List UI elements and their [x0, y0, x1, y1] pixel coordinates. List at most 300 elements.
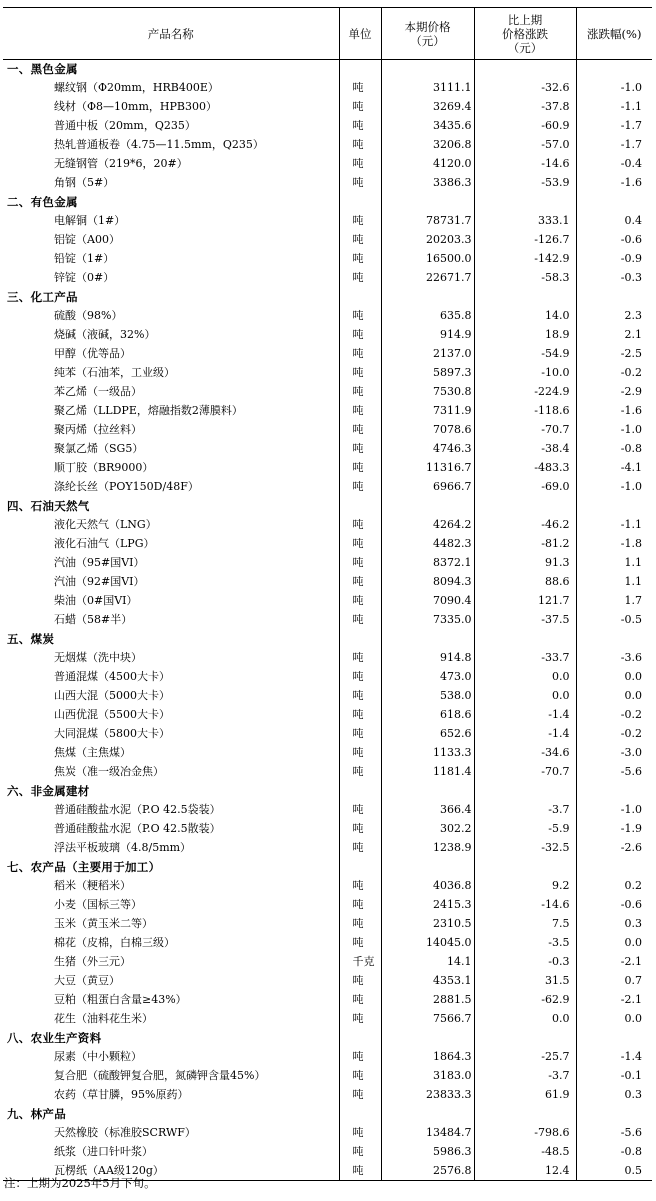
current-price: 473.0 [381, 668, 474, 687]
change-percent: -1.9 [576, 820, 652, 839]
current-price: 4353.1 [381, 972, 474, 991]
category-change-cell [474, 630, 576, 649]
price-change: -483.3 [474, 459, 576, 478]
change-percent: -2.6 [576, 839, 652, 858]
category-price-cell [381, 288, 474, 307]
product-name: 小麦（国标三等） [54, 898, 142, 911]
current-price: 16500.0 [381, 250, 474, 269]
table-row [3, 877, 652, 896]
current-price: 5897.3 [381, 364, 474, 383]
table-row [3, 687, 652, 706]
change-percent: 1.7 [576, 592, 652, 611]
table-row [3, 516, 652, 535]
price-change: -62.9 [474, 991, 576, 1010]
product-unit: 吨 [339, 440, 381, 459]
current-price: 3111.1 [381, 79, 474, 98]
product-name: 线材（Φ8—10mm，HPB300） [54, 100, 217, 113]
product-unit: 千克 [339, 953, 381, 972]
product-unit: 吨 [339, 155, 381, 174]
change-percent: -0.2 [576, 725, 652, 744]
category-title: 三、化工产品 [7, 290, 78, 304]
current-price: 618.6 [381, 706, 474, 725]
table-row [3, 117, 652, 136]
price-change: -0.3 [474, 953, 576, 972]
product-unit: 吨 [339, 611, 381, 630]
table-row [3, 554, 652, 573]
header-current-price-line2: （元） [410, 33, 445, 48]
current-price: 11316.7 [381, 459, 474, 478]
product-name: 电解铜（1#） [54, 214, 126, 227]
product-name: 复合肥（硫酸钾复合肥，氮磷钾含量45%） [54, 1069, 266, 1082]
product-name: 液化石油气（LPG） [54, 537, 155, 550]
category-title: 八、农业生产资料 [7, 1031, 102, 1045]
price-change: 91.3 [474, 554, 576, 573]
product-unit: 吨 [339, 117, 381, 136]
price-change: 333.1 [474, 212, 576, 231]
change-percent: -0.2 [576, 706, 652, 725]
table-row [3, 250, 652, 269]
current-price: 2576.8 [381, 1162, 474, 1181]
product-name: 生猪（外三元） [54, 955, 131, 968]
product-unit: 吨 [339, 79, 381, 98]
category-row [3, 288, 652, 307]
product-name: 顺丁胶（BR9000） [54, 461, 154, 474]
table-row [3, 459, 652, 478]
current-price: 2137.0 [381, 345, 474, 364]
category-row [3, 1105, 652, 1124]
price-change: -1.4 [474, 725, 576, 744]
price-change: -70.7 [474, 421, 576, 440]
table-row [3, 1048, 652, 1067]
current-price: 2415.3 [381, 896, 474, 915]
price-change: -37.8 [474, 98, 576, 117]
footnote: 注：上期为2025年5月下旬。 [4, 1176, 156, 1190]
product-name: 稻米（粳稻米） [54, 879, 131, 892]
product-name: 纯苯（石油苯，工业级） [54, 366, 175, 379]
table-row [3, 478, 652, 497]
category-row [3, 60, 652, 79]
price-change: -69.0 [474, 478, 576, 497]
product-name: 螺纹钢（Φ20mm，HRB400E） [54, 81, 219, 94]
change-percent: -4.1 [576, 459, 652, 478]
category-percent-cell [576, 288, 652, 307]
product-name: 山西优混（5500大卡） [54, 708, 170, 721]
product-unit: 吨 [339, 459, 381, 478]
table-row [3, 725, 652, 744]
category-price-cell [381, 60, 474, 79]
price-change: -33.7 [474, 649, 576, 668]
table-row [3, 839, 652, 858]
current-price: 366.4 [381, 801, 474, 820]
current-price: 3269.4 [381, 98, 474, 117]
product-unit: 吨 [339, 725, 381, 744]
current-price: 538.0 [381, 687, 474, 706]
change-percent: -0.2 [576, 364, 652, 383]
category-unit-cell [339, 1029, 381, 1048]
category-title: 一、黑色金属 [7, 62, 78, 77]
price-change: -14.6 [474, 155, 576, 174]
product-unit: 吨 [339, 744, 381, 763]
change-percent: -1.0 [576, 421, 652, 440]
product-unit: 吨 [339, 1067, 381, 1086]
table-row [3, 1010, 652, 1029]
product-name: 焦炭（准一级冶金焦） [54, 765, 164, 778]
price-table [3, 7, 652, 1181]
category-unit-cell [339, 288, 381, 307]
current-price: 4746.3 [381, 440, 474, 459]
product-unit: 吨 [339, 383, 381, 402]
category-row [3, 858, 652, 877]
product-name: 聚丙烯（拉丝料） [54, 423, 142, 436]
product-unit: 吨 [339, 421, 381, 440]
change-percent: 0.3 [576, 1086, 652, 1105]
current-price: 1133.3 [381, 744, 474, 763]
table-row [3, 383, 652, 402]
table-row [3, 953, 652, 972]
price-change: -46.2 [474, 516, 576, 535]
table-row [3, 1086, 652, 1105]
product-name: 铅锭（1#） [54, 252, 115, 265]
current-price: 4120.0 [381, 155, 474, 174]
table-row [3, 1067, 652, 1086]
product-unit: 吨 [339, 269, 381, 288]
table-row [3, 820, 652, 839]
table-row [3, 440, 652, 459]
change-percent: -1.0 [576, 478, 652, 497]
product-unit: 吨 [339, 478, 381, 497]
table-row [3, 231, 652, 250]
change-percent: -0.8 [576, 1143, 652, 1162]
current-price: 4036.8 [381, 877, 474, 896]
price-change: -37.5 [474, 611, 576, 630]
product-name: 浮法平板玻璃（4.8/5mm） [54, 841, 192, 854]
price-change: -32.5 [474, 839, 576, 858]
table-row [3, 402, 652, 421]
current-price: 20203.3 [381, 231, 474, 250]
price-change: 7.5 [474, 915, 576, 934]
price-change: 121.7 [474, 592, 576, 611]
table-row [3, 155, 652, 174]
category-price-cell [381, 497, 474, 516]
product-name: 硫酸（98%） [54, 309, 123, 322]
change-percent: -1.7 [576, 136, 652, 155]
category-change-cell [474, 60, 576, 79]
category-row [3, 193, 652, 212]
product-unit: 吨 [339, 174, 381, 193]
price-change: 0.0 [474, 668, 576, 687]
change-percent: 0.0 [576, 687, 652, 706]
price-change: -5.9 [474, 820, 576, 839]
current-price: 7090.4 [381, 592, 474, 611]
current-price: 5986.3 [381, 1143, 474, 1162]
change-percent: -2.5 [576, 345, 652, 364]
category-change-cell [474, 1029, 576, 1048]
change-percent: 0.3 [576, 915, 652, 934]
change-percent: 2.3 [576, 307, 652, 326]
change-percent: 0.0 [576, 934, 652, 953]
price-change: -38.4 [474, 440, 576, 459]
price-change: -53.9 [474, 174, 576, 193]
product-name: 石蜡（58#半） [54, 613, 133, 626]
price-change: -14.6 [474, 896, 576, 915]
category-price-cell [381, 1105, 474, 1124]
table-row [3, 269, 652, 288]
category-row [3, 1029, 652, 1048]
category-price-cell [381, 1029, 474, 1048]
product-unit: 吨 [339, 326, 381, 345]
table-row [3, 573, 652, 592]
price-change: 9.2 [474, 877, 576, 896]
price-change: -126.7 [474, 231, 576, 250]
product-name: 铝锭（A00） [54, 233, 120, 246]
product-name: 焦煤（主焦煤） [54, 746, 131, 759]
category-title: 二、有色金属 [7, 195, 78, 209]
table-row [3, 611, 652, 630]
product-name: 聚乙烯（LLDPE，熔融指数2薄膜料） [54, 404, 243, 417]
price-change: -32.6 [474, 79, 576, 98]
product-name: 天然橡胶（标准胶SCRWF） [54, 1126, 196, 1139]
current-price: 7566.7 [381, 1010, 474, 1029]
category-percent-cell [576, 1029, 652, 1048]
header-current-price-line1: 本期价格 [404, 19, 451, 34]
product-name: 无烟煤（洗中块） [54, 651, 142, 664]
header-price-change-line3: （元） [507, 40, 543, 55]
current-price: 14.1 [381, 953, 474, 972]
change-percent: 0.0 [576, 668, 652, 687]
category-percent-cell [576, 193, 652, 212]
category-title: 四、石油天然气 [7, 499, 90, 513]
product-name: 尿素（中小颗粒） [54, 1050, 142, 1063]
price-change: -25.7 [474, 1048, 576, 1067]
product-name: 烧碱（液碱，32%） [54, 328, 156, 341]
change-percent: -0.6 [576, 231, 652, 250]
price-change: -54.9 [474, 345, 576, 364]
current-price: 4264.2 [381, 516, 474, 535]
table-row [3, 174, 652, 193]
price-change: -10.0 [474, 364, 576, 383]
table-row [3, 592, 652, 611]
price-change: 88.6 [474, 573, 576, 592]
change-percent: -2.9 [576, 383, 652, 402]
table-row [3, 79, 652, 98]
change-percent: -1.0 [576, 79, 652, 98]
current-price: 1864.3 [381, 1048, 474, 1067]
price-change: -798.6 [474, 1124, 576, 1143]
table-row [3, 934, 652, 953]
product-unit: 吨 [339, 668, 381, 687]
category-price-cell [381, 630, 474, 649]
product-name: 大豆（黄豆） [54, 974, 120, 987]
category-change-cell [474, 193, 576, 212]
table-row [3, 307, 652, 326]
product-unit: 吨 [339, 250, 381, 269]
category-title: 九、林产品 [7, 1107, 66, 1121]
table-header [3, 8, 652, 60]
product-name: 苯乙烯（一级品） [54, 385, 142, 398]
table-row [3, 668, 652, 687]
current-price: 914.9 [381, 326, 474, 345]
product-name: 无缝钢管（219*6，20#） [54, 157, 188, 170]
price-change: -57.0 [474, 136, 576, 155]
table-row [3, 1124, 652, 1143]
price-change: -3.7 [474, 1067, 576, 1086]
current-price: 13484.7 [381, 1124, 474, 1143]
change-percent: -1.8 [576, 535, 652, 554]
current-price: 3183.0 [381, 1067, 474, 1086]
price-change: -224.9 [474, 383, 576, 402]
category-percent-cell [576, 1105, 652, 1124]
header-product-name: 产品名称 [3, 8, 339, 60]
header-change-percent: 涨跌幅(%) [576, 8, 652, 60]
category-price-cell [381, 858, 474, 877]
header-price-change-line2: 价格涨跌 [502, 26, 548, 41]
product-unit: 吨 [339, 801, 381, 820]
product-unit: 吨 [339, 554, 381, 573]
product-unit: 吨 [339, 896, 381, 915]
table-row [3, 421, 652, 440]
current-price: 7530.8 [381, 383, 474, 402]
change-percent: -2.1 [576, 991, 652, 1010]
table-row [3, 744, 652, 763]
product-unit: 吨 [339, 516, 381, 535]
header-unit: 单位 [339, 8, 381, 60]
product-unit: 吨 [339, 592, 381, 611]
price-change: -34.6 [474, 744, 576, 763]
change-percent: 0.4 [576, 212, 652, 231]
category-percent-cell [576, 782, 652, 801]
product-unit: 吨 [339, 972, 381, 991]
price-change: -142.9 [474, 250, 576, 269]
product-unit: 吨 [339, 1086, 381, 1105]
change-percent: -0.1 [576, 1067, 652, 1086]
table-row [3, 212, 652, 231]
category-unit-cell [339, 630, 381, 649]
current-price: 302.2 [381, 820, 474, 839]
change-percent: -2.1 [576, 953, 652, 972]
current-price: 14045.0 [381, 934, 474, 953]
change-percent: -0.8 [576, 440, 652, 459]
change-percent: -1.1 [576, 98, 652, 117]
product-unit: 吨 [339, 839, 381, 858]
category-unit-cell [339, 193, 381, 212]
product-unit: 吨 [339, 1143, 381, 1162]
current-price: 7311.9 [381, 402, 474, 421]
product-unit: 吨 [339, 687, 381, 706]
category-row [3, 630, 652, 649]
change-percent: -0.3 [576, 269, 652, 288]
table-row [3, 915, 652, 934]
category-change-cell [474, 288, 576, 307]
table-body [3, 60, 652, 1181]
table-row [3, 706, 652, 725]
product-name: 柴油（0#国VI） [54, 594, 138, 607]
category-change-cell [474, 858, 576, 877]
product-unit: 吨 [339, 991, 381, 1010]
category-title: 六、非金属建材 [7, 784, 90, 798]
price-change: -48.5 [474, 1143, 576, 1162]
change-percent: -0.5 [576, 611, 652, 630]
price-change: -60.9 [474, 117, 576, 136]
table-row [3, 345, 652, 364]
product-name: 普通混煤（4500大卡） [54, 670, 170, 683]
table-row [3, 972, 652, 991]
change-percent: -5.6 [576, 1124, 652, 1143]
table-row [3, 649, 652, 668]
current-price: 8094.3 [381, 573, 474, 592]
change-percent: -0.4 [576, 155, 652, 174]
product-name: 普通中板（20mm，Q235） [54, 119, 196, 132]
product-unit: 吨 [339, 706, 381, 725]
table-row [3, 98, 652, 117]
change-percent: 0.5 [576, 1162, 652, 1181]
product-unit: 吨 [339, 763, 381, 782]
current-price: 23833.3 [381, 1086, 474, 1105]
table-row [3, 364, 652, 383]
product-name: 热轧普通板卷（4.75—11.5mm，Q235） [54, 138, 264, 151]
category-change-cell [474, 1105, 576, 1124]
current-price: 3206.8 [381, 136, 474, 155]
table-row [3, 991, 652, 1010]
change-percent: -1.7 [576, 117, 652, 136]
change-percent: -3.6 [576, 649, 652, 668]
current-price: 2310.5 [381, 915, 474, 934]
product-name: 山西大混（5000大卡） [54, 689, 170, 702]
current-price: 3386.3 [381, 174, 474, 193]
header-price-change-line1: 比上期 [507, 12, 543, 27]
category-price-cell [381, 193, 474, 212]
product-name: 大同混煤（5800大卡） [54, 727, 170, 740]
current-price: 3435.6 [381, 117, 474, 136]
current-price: 4482.3 [381, 535, 474, 554]
price-change: -58.3 [474, 269, 576, 288]
current-price: 7335.0 [381, 611, 474, 630]
product-name: 普通硅酸盐水泥（P.O 42.5袋装） [54, 803, 221, 816]
change-percent: 0.0 [576, 1010, 652, 1029]
current-price: 1238.9 [381, 839, 474, 858]
current-price: 22671.7 [381, 269, 474, 288]
current-price: 8372.1 [381, 554, 474, 573]
price-change: 0.0 [474, 1010, 576, 1029]
product-name: 汽油（95#国VI） [54, 556, 145, 569]
change-percent: -1.1 [576, 516, 652, 535]
product-name: 棉花（皮棉，白棉三级） [54, 936, 175, 949]
product-name: 花生（油料花生米） [54, 1012, 153, 1025]
product-unit: 吨 [339, 345, 381, 364]
current-price: 6966.7 [381, 478, 474, 497]
change-percent: -3.0 [576, 744, 652, 763]
price-change: 18.9 [474, 326, 576, 345]
product-unit: 吨 [339, 573, 381, 592]
current-price: 78731.7 [381, 212, 474, 231]
change-percent: -0.9 [576, 250, 652, 269]
product-name: 豆粕（粗蛋白含量≥43%） [54, 993, 187, 1006]
product-name: 玉米（黄玉米二等） [54, 917, 153, 930]
table-row [3, 763, 652, 782]
category-unit-cell [339, 60, 381, 79]
product-unit: 吨 [339, 1010, 381, 1029]
product-unit: 吨 [339, 915, 381, 934]
header-current-price [381, 8, 474, 60]
product-name: 瓦楞纸（AA级120g） [3, 1162, 339, 1181]
product-unit: 吨 [339, 402, 381, 421]
current-price: 1181.4 [381, 763, 474, 782]
product-unit: 吨 [339, 364, 381, 383]
product-name: 液化天然气（LNG） [54, 518, 157, 531]
change-percent: -1.0 [576, 801, 652, 820]
category-row [3, 497, 652, 516]
product-unit: 吨 [339, 535, 381, 554]
current-price: 652.6 [381, 725, 474, 744]
